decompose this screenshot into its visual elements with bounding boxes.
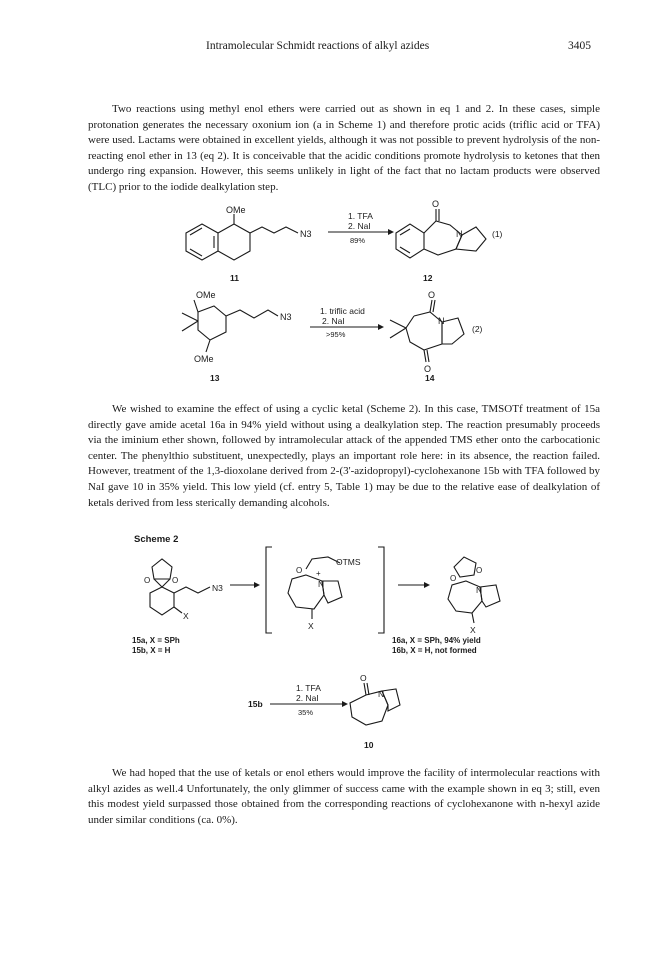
eq3-prod-label: 10 [364,740,374,750]
s2-o-left: O [144,576,151,585]
s2-eq3-o: O [360,673,367,683]
compound-10-structure [350,683,400,725]
s2-otms: OTMS [336,557,361,567]
scheme-2 [130,545,580,735]
s2-label-15a: 15a, X = SPh [132,636,180,645]
s2-eq3-sm: 15b [248,699,263,709]
s2-n-intermediate: N [318,579,325,589]
s2-x-intermediate: X [308,621,314,631]
eq2-ome-bottom: OMe [194,354,214,364]
eq2-yield: >95% [326,330,346,339]
s2-o-prod-left: O [450,574,457,583]
s2-o-intermediate: O [296,566,303,575]
s2-plus: + [316,569,321,578]
eq2-prod-label: 14 [425,373,435,383]
s2-x-prod: X [470,625,476,635]
eq1-n3: N3 [300,229,312,239]
page-number: 3405 [568,40,591,52]
eq2-step2: 2. NaI [322,316,345,326]
s2-o-prod-right: O [476,566,483,575]
eq1-prod-label: 12 [423,273,433,283]
s2-eq3-step2: 2. NaI [296,693,319,703]
s2-label-15b: 15b, X = H [132,646,171,655]
eq1-number: (1) [492,229,503,239]
paragraph-1: Two reactions using methyl enol ethers were carried out as shown in eq 1 and 2. In these cases, simple protonation generates the necessary oxonium ion (a in Scheme 1) and therefore protic acids (triflic acid or TFA) were used. Lactams were obtained in excellent yields, although it was not possible to prevent hydrolysis of the non-reacting enol ether in 13 (eq 2). It is conceivable that the acidic conditions promote hydrolysis to ketones that then undergo ring expansion. However, this seems unlikely in light of the fact that no lactam products were observed (TLC) prior to the iodide dealkylation step. [88,103,600,193]
eq2-scheme [170,290,530,385]
s2-label-16b: 16b, X = H, not formed [392,646,477,655]
eq2-n: N [438,316,445,326]
s2-label-16a: 16a, X = SPh, 94% yield [392,636,481,645]
compound-14-structure [390,300,464,362]
eq2-ome-top: OMe [196,290,216,300]
s2-n-prod: N [476,585,483,595]
compound-11-structure [186,214,298,260]
scheme-2-title: Scheme 2 [134,534,179,545]
eq1-scheme [170,199,530,290]
s2-eq3-step1: 1. TFA [296,683,321,693]
compound-16-structure [448,557,500,623]
eq1-ome: OMe [226,205,246,215]
running-title: Intramolecular Schmidt reactions of alkyl azides [206,40,430,52]
paragraph-2: We wished to examine the effect of using a cyclic ketal (Scheme 2). In this case, TMSOTf treatment of 15a directly gave amide acetal 16a in 94% yield without using a dealkylation step. The reaction presumably proceeds via the iminium ether shown, followed by intramolecular attack of the appended TMS ether onto the carbocationic center. The phenylthio substituent, unexpectedly, plays an important role here: in its absence, the reaction failed. However, treatment of the 1,3-dioxolane derived from 2-(3'-azidopropyl)-cyclohexanone 15b with TFA followed by NaI gave 10 in 35% yield. This low yield (cf. entry 5, Table 1) may be due to the relative ease of dealkylation of ketals derived from less sterically demanding alcohols. [88,403,600,509]
eq2-o-top: O [428,290,436,300]
paragraph-3: We had hoped that the use of ketals or enol ethers would improve the facility of intermolecular reactions with alkyl azides as well.4 Unfortunately, the only glimmer of success came with the example shown in eq 3; still, even this modest yield surpassed those obtained from the corresponding reactions of cyclohexanone with n-hexyl azide under similar conditions (ca. 0%). [88,767,600,826]
eq2-step1: 1. triflic acid [320,306,365,316]
s2-o-right: O [172,576,179,585]
eq2-sm-label: 13 [210,373,220,383]
eq2-n3: N3 [280,312,292,322]
s2-n3: N3 [212,583,223,593]
eq1-n: N [456,229,463,239]
s2-x-sm: X [183,611,189,621]
compound-13-structure [182,300,278,352]
eq1-o: O [432,199,440,209]
eq2-o-bottom: O [424,364,432,374]
compound-15-structure [150,559,210,615]
eq1-sm-label: 11 [230,273,239,283]
s2-eq3-yield: 35% [298,708,314,717]
s2-eq3-n: N [378,689,385,699]
eq1-step2: 2. NaI [348,221,371,231]
eq1-step1: 1. TFA [348,211,373,221]
eq1-yield: 89% [350,236,366,245]
compound-12-structure [396,209,486,258]
eq2-number: (2) [472,324,483,334]
